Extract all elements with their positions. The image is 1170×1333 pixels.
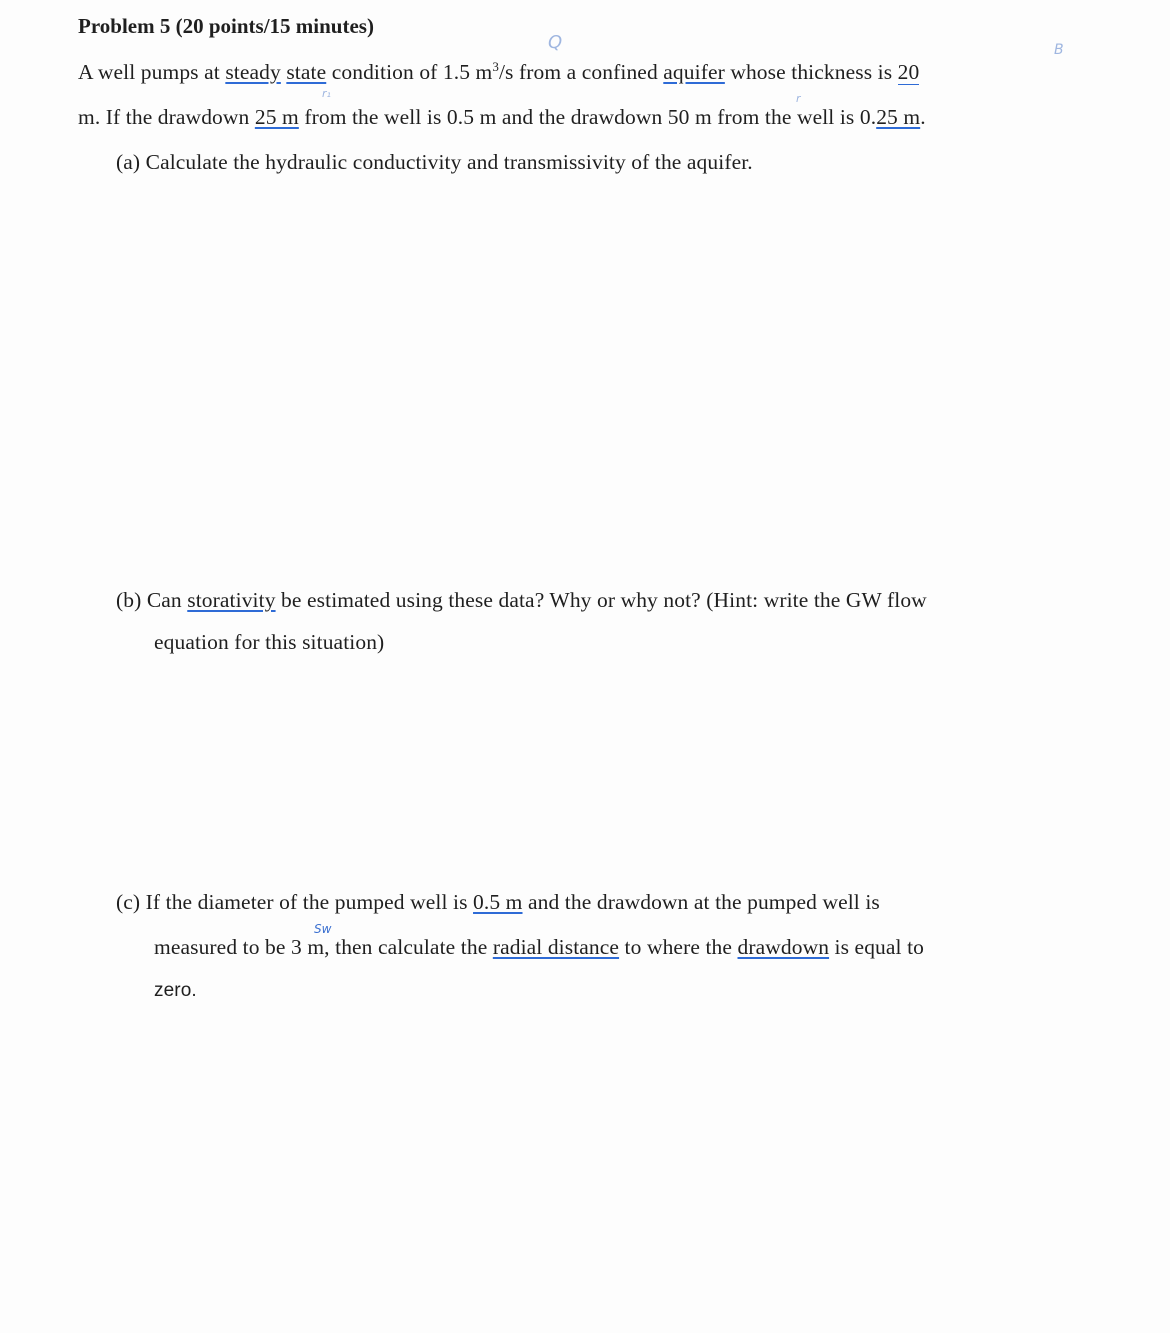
underlined-thickness: 20 <box>897 60 920 84</box>
underlined-storativity: storativity <box>187 588 276 612</box>
handwritten-q-mark: Q <box>548 32 563 53</box>
handwritten-r1-mark: r₁ <box>322 87 331 100</box>
text: be estimated using these data? Why or why not? (Hint: write the GW flow <box>275 588 927 612</box>
part-c-line-1 <box>116 890 880 915</box>
underlined-25m: 25 m <box>254 105 299 129</box>
underlined-radial-distance: radial distance <box>492 935 620 959</box>
text: is equal to <box>829 935 925 959</box>
problem-title: Problem 5 (20 points/15 minutes) <box>78 14 374 38</box>
text: measured to be 3 m, then calculate the <box>154 935 493 959</box>
handwritten-sw-mark: Sw <box>314 922 332 936</box>
part-c-line-2 <box>154 935 924 960</box>
part-b-line-1 <box>116 588 927 613</box>
underlined-steady: steady <box>225 60 281 84</box>
part-b-line-2: equation for this situation) <box>154 630 385 654</box>
text: condition of 1.5 m <box>326 60 493 84</box>
underlined-diameter: 0.5 m <box>473 890 523 914</box>
text: m. If the drawdown <box>78 105 255 129</box>
underlined-drawdown: drawdown <box>737 935 830 959</box>
superscript: 3 <box>492 58 499 74</box>
text: A well pumps at <box>78 60 226 84</box>
part-a-question: (a) Calculate the hydraulic conductivity and transmissivity of the aquifer. <box>116 150 753 174</box>
handwritten-b-mark: B <box>1054 42 1064 58</box>
text: from the well is 0.5 m and the drawdown 50 m from the well is 0. <box>298 105 877 129</box>
text: to where the <box>619 935 738 959</box>
text: (b) Can <box>116 588 188 612</box>
underlined-25m-second: 25 m <box>876 105 921 129</box>
intro-line-1 <box>78 60 919 85</box>
text: and the drawdown at the pumped well is <box>522 890 880 914</box>
underlined-aquifer: aquifer <box>663 60 725 84</box>
underlined-state: state <box>286 60 327 84</box>
part-c-line-3: zero. <box>154 980 197 1001</box>
text: /s from a confined <box>498 60 664 84</box>
handwritten-r-mark: r <box>796 92 801 105</box>
text: whose thickness is <box>724 60 898 84</box>
text: (c) If the diameter of the pumped well is <box>116 890 474 914</box>
text: . <box>920 105 926 129</box>
intro-line-2 <box>78 105 926 130</box>
